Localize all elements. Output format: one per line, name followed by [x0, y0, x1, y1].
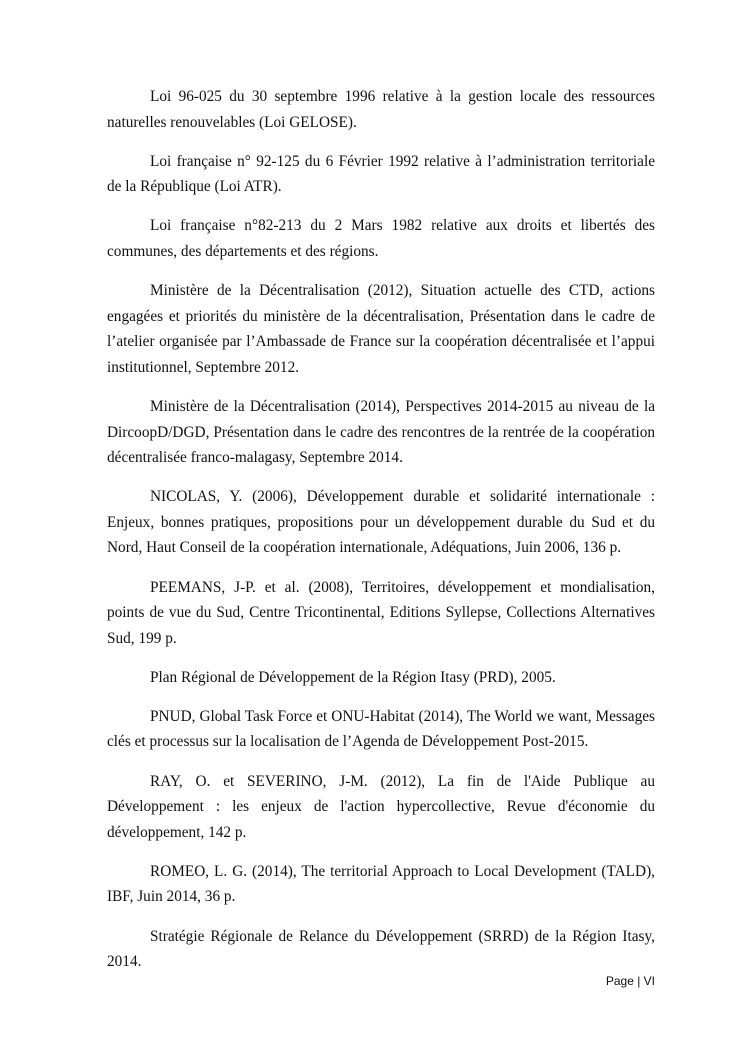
- reference-entry: Ministère de la Décentralisation (2014), Perspectives 2014-2015 au niveau de la DircoopD/DGD, Présentation dans le cadre des rencontres de la rentrée de la coopération décentralisée franco-malagasy, Septembre 2014.: [107, 397, 655, 467]
- reference-entry: Plan Régional de Développement de la Région Itasy (PRD), 2005.: [150, 668, 556, 686]
- reference-entry: Ministère de la Décentralisation (2012), Situation actuelle des CTD, actions engagées et priorités du ministère de la décentralisation, Présentation dans le cadre de l’atelier organisée par l’Ambassade de France sur la coopération décentralisée et l’appui institutionnel, Septembre 2012.: [107, 282, 655, 376]
- reference-entry: PEEMANS, J-P. et al. (2008), Territoires, développement et mondialisation, points de vue du Sud, Centre Tricontinental, Editions Syllepse, Collections Alternatives Sud, 199 p.: [107, 578, 655, 647]
- reference-entry: RAY, O. et SEVERINO, J-M. (2012), La fin de l'Aide Publique au Développement : les enjeux de l'action hypercollective, Revue d'économie du développement, 142 p.: [107, 772, 655, 841]
- reference-entry: Loi française n° 92-125 du 6 Février 1992 relative à l’administration territoriale de la République (Loi ATR).: [107, 152, 655, 196]
- reference-entry: Loi 96-025 du 30 septembre 1996 relative à la gestion locale des ressources naturelles renouvelables (Loi GELOSE).: [107, 88, 655, 131]
- page-number-footer: Page | VI: [605, 974, 655, 988]
- reference-entry: Loi française n°82-213 du 2 Mars 1982 relative aux droits et libertés des communes, des départements et des régions.: [107, 217, 655, 260]
- bibliography-list: [107, 84, 655, 988]
- reference-entry: PNUD, Global Task Force et ONU-Habitat (2014), The World we want, Messages clés et processus sur la localisation de l’Agenda de Développement Post-2015.: [107, 707, 655, 751]
- reference-entry: NICOLAS, Y. (2006), Développement durable et solidarité internationale : Enjeux, bonnes pratiques, propositions pour un développement durable du Sud et du Nord, Haut Conseil de la coopération internationale, Adéquations, Juin 2006, 136 p.: [107, 488, 655, 557]
- reference-entry: ROMEO, L. G. (2014), The territorial Approach to Local Development (TALD), IBF, Juin 2014, 36 p.: [107, 862, 655, 906]
- reference-entry: Stratégie Régionale de Relance du Développement (SRRD) de la Région Itasy, 2014.: [107, 927, 655, 971]
